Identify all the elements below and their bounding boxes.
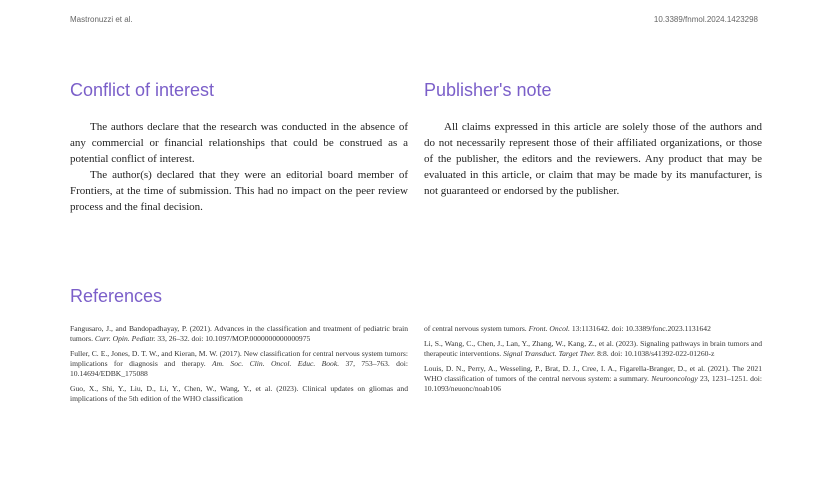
reference-entry: Louis, D. N., Perry, A., Wesseling, P., Brat, D. J., Cree, I. A., Figarella-Branger, D., et al. (2021). The 2021 WHO classification of tumors of the central nervous system: a summary. Neurooncology 23, 1231–1251. doi: 10.1093/neuonc/noab106 <box>424 364 762 393</box>
references-left-column <box>70 324 408 409</box>
reference-entry: Guo, X., Shi, Y., Liu, D., Li, Y., Chen, W., Wang, Y., et al. (2023). Clinical updates on gliomas and implications of the 5th edition of the WHO classification <box>70 384 408 403</box>
publishers-note-paragraph: All claims expressed in this article are solely those of the authors and do not necessarily represent those of their affiliated organizations, or those of the publisher, the editors and the reviewers. Any product that may be evaluated in this article, or claim that may be made by its manufacturer, is not guaranteed or endorsed by the publisher. <box>424 121 762 197</box>
references-right-column <box>424 324 762 399</box>
conflict-paragraph-1: The authors declare that the research was conducted in the absence of any commercial or financial relationships that could be construed as a potential conflict of interest. <box>70 121 408 165</box>
references-heading: References <box>70 286 163 306</box>
reference-entry: Li, S., Wang, C., Chen, J., Lan, Y., Zhang, W., Kang, Z., et al. (2023). Signaling pathways in brain tumors and therapeutic interventions. Signal Transduct. Target Ther. 8:8. doi: 10.1038/s41392-022-01260-z <box>424 339 762 358</box>
conflict-of-interest-heading: Conflict of interest <box>70 80 215 100</box>
conflict-paragraph-2: The author(s) declared that they were an editorial board member of Frontiers, at the time of submission. This had no impact on the peer review process and the final decision. <box>70 169 408 213</box>
running-head-authors: Mastronuzzi et al. <box>70 15 133 24</box>
running-head-doi: 10.3389/fnmol.2024.1423298 <box>653 15 758 24</box>
reference-entry: Fuller, C. E., Jones, D. T. W., and Kieran, M. W. (2017). New classification for central nervous system tumors: implications for diagnosis and therapy. Am. Soc. Clin. Oncol. Educ. Book. 37, 753–763. doi: 10.14694/EDBK_175088 <box>70 349 408 378</box>
publishers-note-heading: Publisher's note <box>424 80 552 100</box>
conflict-of-interest-body <box>70 119 408 215</box>
publishers-note-body <box>424 119 762 199</box>
reference-entry: Fangusaro, J., and Bandopadhayay, P. (2021). Advances in the classification and treatment of pediatric brain tumors. Curr. Opin. Pediatr. 33, 26–32. doi: 10.1097/MOP.0000000000000975 <box>70 324 408 343</box>
reference-entry-continued: of central nervous system tumors. Front. Oncol. 13:1131642. doi: 10.3389/fonc.2023.1131642 <box>424 324 711 333</box>
